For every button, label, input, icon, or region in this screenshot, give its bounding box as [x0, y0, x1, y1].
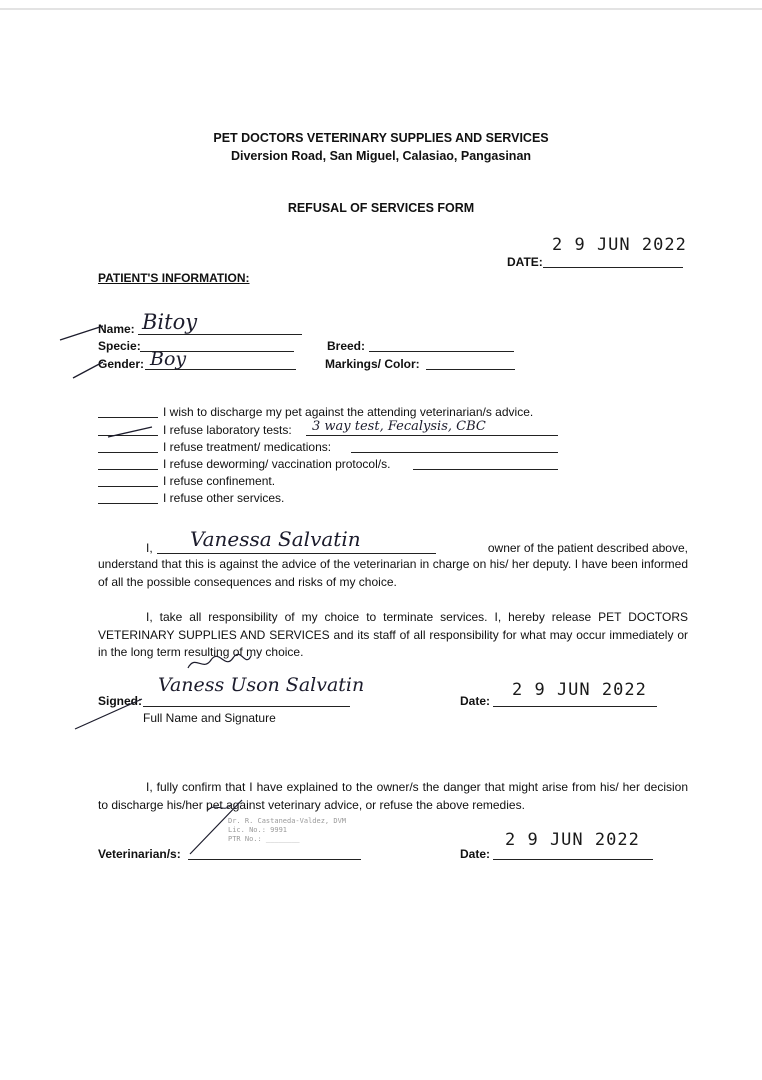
- vet-line: [188, 859, 361, 860]
- option-6-text: I refuse other services.: [163, 491, 285, 505]
- specie-label: Specie:: [98, 339, 141, 353]
- patient-section-title: PATIENT'S INFORMATION:: [98, 271, 250, 285]
- date-label-top: DATE:: [507, 255, 543, 269]
- date-stamp-vet: 2 9 JUN 2022: [505, 830, 640, 850]
- vet-stamp-line-2: Lic. No.: 9991: [228, 826, 288, 834]
- option-5-text: I refuse confinement.: [163, 474, 276, 488]
- owner-date-line: [493, 706, 657, 707]
- owner-name: Vanessa Salvatin: [190, 527, 361, 551]
- signature-scribble: [185, 652, 255, 674]
- name-value: Bitoy: [142, 310, 198, 334]
- vet-stamp-line-3: PTR No.: ________: [228, 835, 300, 843]
- date-stamp-owner: 2 9 JUN 2022: [512, 680, 647, 700]
- signed-line: [143, 706, 350, 707]
- option-3-text: I refuse treatment/ medications:: [163, 440, 332, 454]
- owner-statement: understand that this is against the advice of the veterinarian in charge on his/ her deputy. I have been informed of all the possible consequences and risks of my choice.: [98, 557, 688, 589]
- responsibility-text: I, take all responsibility of my choice to terminate services. I, hereby release PET DOCTORS VETERINARY SUPPLIES AND SERVICES and its staff of all responsibility for what may occur immediately or in the long term resulting of my choice.: [98, 610, 688, 659]
- name-label: Name:: [98, 322, 135, 336]
- option-blank-4: [98, 469, 158, 470]
- signature-caption: Full Name and Signature: [143, 711, 276, 725]
- vet-stamp: [228, 817, 346, 844]
- owner-name-line: [157, 553, 436, 554]
- date-line-top: [543, 267, 683, 268]
- vet-confirmation-text: I, fully confirm that I have explained to the owner/s the danger that might arise from his/ her decision to discharge his/her pet against veterinary advice, or refuse the above remedies.: [98, 780, 688, 812]
- option-blank-1: [98, 417, 158, 418]
- option-blank-3: [98, 452, 158, 453]
- signed-label: Signed:: [98, 694, 142, 708]
- vet-label: Veterinarian/s:: [98, 847, 181, 861]
- markings-line: [426, 369, 515, 370]
- markings-label: Markings/ Color:: [325, 357, 420, 371]
- option-blank-5: [98, 486, 158, 487]
- vet-date-label: Date:: [460, 847, 491, 861]
- breed-label: Breed:: [327, 339, 366, 353]
- option-blank-6: [98, 503, 158, 504]
- date-stamp-top: 2 9 JUN 2022: [552, 235, 687, 255]
- owner-full-name: Vaness Uson Salvatin: [158, 674, 365, 696]
- check-marks: [55, 310, 165, 385]
- vet-stamp-line-1: Dr. R. Castaneda-Valdez, DVM: [228, 817, 347, 825]
- form-title: REFUSAL OF SERVICES FORM: [287, 201, 475, 215]
- option-2-line: [306, 435, 558, 436]
- option-4-text: I refuse deworming/ vaccination protocol/s.: [163, 457, 391, 471]
- option-2-fill: 3 way test, Fecalysis, CBC: [312, 419, 486, 434]
- option-2-text: I refuse laboratory tests:: [163, 423, 292, 437]
- owner-date-label: Date:: [460, 694, 491, 708]
- gender-value: Boy: [150, 348, 187, 370]
- option-2-check: [100, 423, 160, 441]
- owner-statement-end: owner of the patient described above,: [487, 541, 688, 555]
- owner-prefix: I,: [146, 541, 153, 555]
- vet-date-line: [493, 859, 653, 860]
- company-name: PET DOCTORS VETERINARY SUPPLIES AND SERVICES: [213, 131, 549, 145]
- scan-edge: [0, 8, 762, 10]
- company-address: Diversion Road, San Miguel, Calasiao, Pangasinan: [230, 149, 532, 163]
- breed-line: [369, 351, 514, 352]
- option-4-line: [413, 469, 558, 470]
- option-3-line: [351, 452, 558, 453]
- signed-strike: [70, 695, 150, 735]
- gender-label: Gender:: [98, 357, 145, 371]
- option-1-text: I wish to discharge my pet against the attending veterinarian/s advice.: [163, 405, 534, 419]
